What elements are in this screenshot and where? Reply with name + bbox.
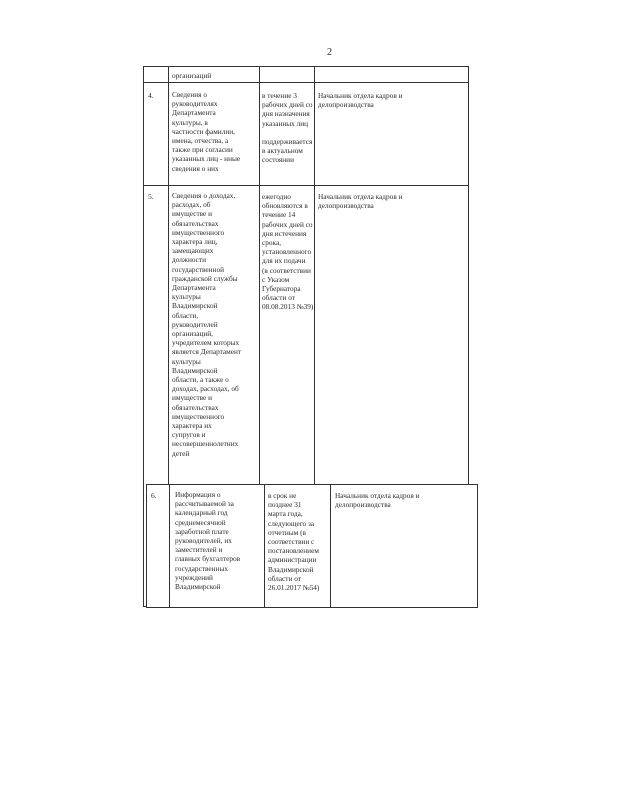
row-responsible: Начальник отдела кадров и делопроизводства <box>335 491 420 510</box>
column-divider <box>264 485 265 607</box>
info-table-continuation <box>146 484 478 608</box>
column-divider <box>169 485 170 607</box>
row-responsible: Начальник отдела кадров и делопроизводства <box>318 91 403 110</box>
row-info: организаций <box>172 71 212 80</box>
row-number: 4. <box>148 91 154 100</box>
row-info: Сведения о руководителях Департамента культуры, в частности фамилии, имена, отчества, а также при согласии указанных лиц - иные сведения о них <box>172 90 241 173</box>
row-divider <box>144 82 468 83</box>
row-number: 6. <box>151 491 157 500</box>
column-divider <box>330 485 331 607</box>
page-number: 2 <box>327 47 332 58</box>
row-info: Информация о рассчитываемой за календарный год среднемесячной заработной плате руководителей, их заместителей и главных бухгалтеров государственных учреждений Владимирской <box>175 490 241 592</box>
row-term: в срок не позднее 31 марта года, следующего за отчетным (в соответствии с постановлением администрации Владимирской области от 26.01.2017 №54) <box>268 491 320 593</box>
row-divider <box>144 185 468 186</box>
row-info: Сведения о доходах, расходах, об имуществе и обязательствах имущественного характера лиц, замещающих должности государственной гражданской службы Департамента культуры Владимирской области, руководителей организаций, учредителем которых является Департамент культуры Владимирской области, а также о доходах, расходах, об имуществе и обязательствах имущественного характера их супругов и несовершеннолетних детей <box>172 191 242 458</box>
row-number: 5. <box>148 192 154 201</box>
row-term: ежегодно обновляются в течение 14 рабочих дней со дня истечения срока, установленного для их подачи (в соответствии с Указом Губернатора области от 08.08.2013 №39) <box>262 192 314 312</box>
row-responsible: Начальник отдела кадров и делопроизводства <box>318 192 403 211</box>
row-term: в течение 3 рабочих дней со дня назначения указанных лиц поддерживается в актуальном состоянии <box>262 91 313 165</box>
